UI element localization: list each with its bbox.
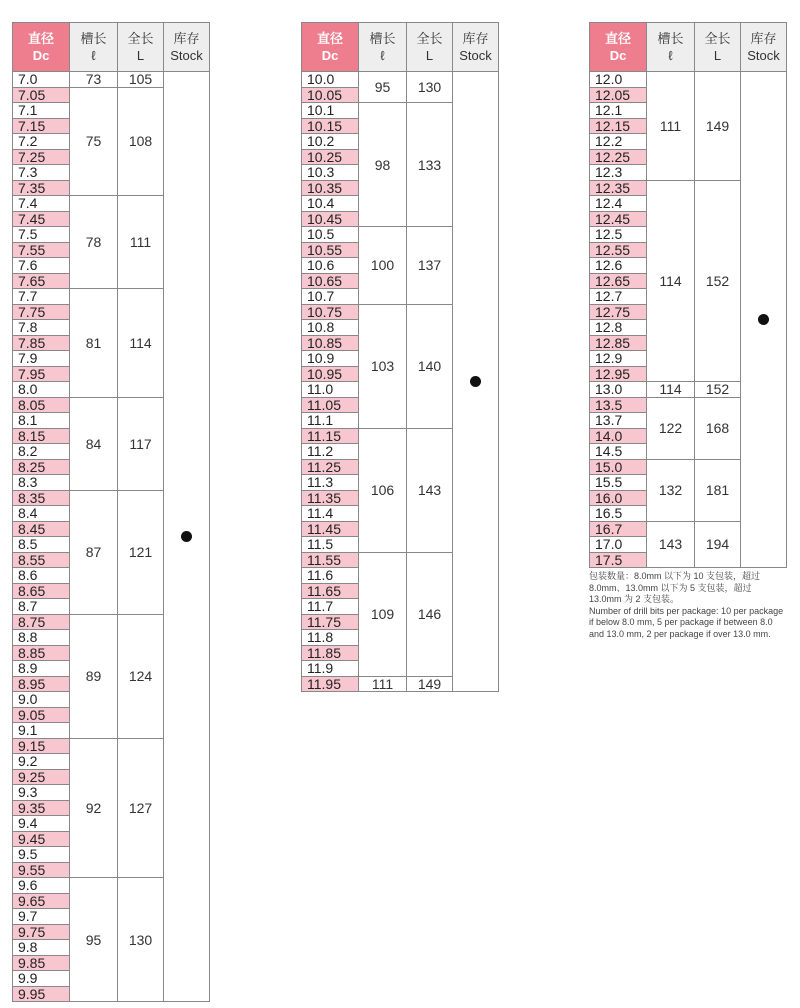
total-length-cell: 146 <box>407 553 453 677</box>
diameter-cell: 15.0 <box>590 460 647 476</box>
total-length-cell: 117 <box>118 398 164 491</box>
diameter-cell: 7.25 <box>13 150 70 166</box>
header-flute-length-line: ℓ <box>380 48 385 63</box>
header-stock <box>453 23 499 71</box>
diameter-cell: 7.2 <box>13 134 70 150</box>
header-total-length-line: L <box>425 48 434 63</box>
diameter-cell: 10.05 <box>302 88 359 104</box>
diameter-cell: 9.95 <box>13 987 70 1003</box>
diameter-cell: 10.15 <box>302 119 359 135</box>
diameter-cell: 11.95 <box>302 677 359 693</box>
diameter-cell: 8.0 <box>13 382 70 398</box>
diameter-cell: 12.5 <box>590 227 647 243</box>
header-stock <box>741 23 787 71</box>
diameter-cell: 12.85 <box>590 336 647 352</box>
table-body <box>302 72 499 692</box>
diameter-cell: 8.65 <box>13 584 70 600</box>
header-dc <box>13 23 70 71</box>
diameter-cell: 17.5 <box>590 553 647 569</box>
diameter-cell: 9.1 <box>13 723 70 739</box>
total-length-cell: 108 <box>118 88 164 197</box>
diameter-cell: 12.7 <box>590 289 647 305</box>
header-flute-length <box>647 23 695 71</box>
diameter-cell: 11.1 <box>302 413 359 429</box>
diameter-cell: 10.8 <box>302 320 359 336</box>
header-total-length-line: L <box>713 48 722 63</box>
total-length-cell: 124 <box>118 615 164 739</box>
header-dc <box>302 23 359 71</box>
package-note <box>589 571 785 640</box>
drill-table-2 <box>301 22 499 692</box>
header-stock-line: 库存 <box>173 31 200 46</box>
diameter-cell: 14.0 <box>590 429 647 445</box>
total-length-cell: 133 <box>407 103 453 227</box>
diameter-cell: 10.85 <box>302 336 359 352</box>
diameter-cell: 8.75 <box>13 615 70 631</box>
diameter-cell: 12.1 <box>590 103 647 119</box>
diameter-cell: 7.6 <box>13 258 70 274</box>
diameter-cell: 15.5 <box>590 475 647 491</box>
diameter-cell: 11.8 <box>302 630 359 646</box>
table-header <box>302 23 499 72</box>
diameter-cell: 10.95 <box>302 367 359 383</box>
diameter-cell: 9.85 <box>13 956 70 972</box>
flute-length-cell: 73 <box>70 72 118 88</box>
diameter-cell: 9.55 <box>13 863 70 879</box>
header-dc-line: Dc <box>321 48 339 63</box>
diameter-cell: 10.0 <box>302 72 359 88</box>
total-length-cell: 127 <box>118 739 164 879</box>
diameter-cell: 8.6 <box>13 568 70 584</box>
total-length-cell: 140 <box>407 305 453 429</box>
diameter-cell: 12.45 <box>590 212 647 228</box>
header-dc-line: Dc <box>32 48 50 63</box>
diameter-cell: 12.3 <box>590 165 647 181</box>
diameter-cell: 9.8 <box>13 940 70 956</box>
diameter-cell: 7.9 <box>13 351 70 367</box>
flute-length-cell: 143 <box>647 522 695 569</box>
header-stock-line: Stock <box>170 48 203 63</box>
header-flute-length <box>70 23 118 71</box>
diameter-cell: 9.5 <box>13 847 70 863</box>
total-length-cell: 152 <box>695 382 741 398</box>
diameter-cell: 8.95 <box>13 677 70 693</box>
diameter-cell: 11.0 <box>302 382 359 398</box>
flute-length-cell: 75 <box>70 88 118 197</box>
in-stock-dot-icon <box>470 376 481 387</box>
total-length-cell: 168 <box>695 398 741 460</box>
stock-cell <box>741 72 787 568</box>
drill-table-3 <box>589 22 787 568</box>
diameter-cell: 10.65 <box>302 274 359 290</box>
diameter-cell: 11.5 <box>302 537 359 553</box>
flute-length-cell: 111 <box>359 677 407 693</box>
diameter-cell: 7.3 <box>13 165 70 181</box>
diameter-cell: 10.6 <box>302 258 359 274</box>
flute-length-cell: 109 <box>359 553 407 677</box>
diameter-cell: 11.45 <box>302 522 359 538</box>
total-length-cell: 181 <box>695 460 741 522</box>
diameter-cell: 12.95 <box>590 367 647 383</box>
diameter-cell: 12.35 <box>590 181 647 197</box>
flute-length-cell: 111 <box>647 72 695 181</box>
total-length-cell: 111 <box>118 196 164 289</box>
diameter-cell: 9.7 <box>13 909 70 925</box>
diameter-cell: 11.75 <box>302 615 359 631</box>
in-stock-dot-icon <box>181 531 192 542</box>
diameter-cell: 12.2 <box>590 134 647 150</box>
diameter-cell: 12.6 <box>590 258 647 274</box>
diameter-cell: 12.0 <box>590 72 647 88</box>
header-total-length-line: 全长 <box>704 31 731 46</box>
diameter-cell: 11.65 <box>302 584 359 600</box>
table-header <box>590 23 787 72</box>
diameter-cell: 10.7 <box>302 289 359 305</box>
drill-table-1 <box>12 22 210 1002</box>
header-total-length <box>695 23 741 71</box>
diameter-cell: 8.05 <box>13 398 70 414</box>
total-length-cell: 149 <box>695 72 741 181</box>
diameter-cell: 16.5 <box>590 506 647 522</box>
diameter-cell: 10.2 <box>302 134 359 150</box>
diameter-cell: 11.6 <box>302 568 359 584</box>
diameter-cell: 9.3 <box>13 785 70 801</box>
diameter-cell: 10.75 <box>302 305 359 321</box>
header-dc-line: Dc <box>609 48 627 63</box>
diameter-cell: 17.0 <box>590 537 647 553</box>
header-flute-length-line: 槽长 <box>80 31 107 46</box>
flute-length-cell: 122 <box>647 398 695 460</box>
diameter-cell: 11.35 <box>302 491 359 507</box>
table-body <box>13 72 210 1002</box>
header-total-length <box>407 23 453 71</box>
diameter-cell: 11.9 <box>302 661 359 677</box>
flute-length-cell: 89 <box>70 615 118 739</box>
flute-length-cell: 132 <box>647 460 695 522</box>
diameter-cell: 7.0 <box>13 72 70 88</box>
header-dc-line: 直径 <box>316 31 343 46</box>
header-dc <box>590 23 647 71</box>
diameter-cell: 8.8 <box>13 630 70 646</box>
flute-length-cell: 114 <box>647 181 695 383</box>
total-length-cell: 130 <box>407 72 453 103</box>
total-length-cell: 194 <box>695 522 741 569</box>
diameter-cell: 10.3 <box>302 165 359 181</box>
header-flute-length-line: ℓ <box>91 48 96 63</box>
diameter-cell: 7.1 <box>13 103 70 119</box>
diameter-cell: 8.35 <box>13 491 70 507</box>
total-length-cell: 130 <box>118 878 164 1002</box>
diameter-cell: 7.65 <box>13 274 70 290</box>
diameter-cell: 7.75 <box>13 305 70 321</box>
header-flute-length-line: ℓ <box>668 48 673 63</box>
diameter-cell: 10.55 <box>302 243 359 259</box>
diameter-cell: 9.4 <box>13 816 70 832</box>
diameter-cell: 7.85 <box>13 336 70 352</box>
diameter-cell: 11.25 <box>302 460 359 476</box>
diameter-cell: 10.5 <box>302 227 359 243</box>
header-total-length-line: 全长 <box>127 31 154 46</box>
diameter-cell: 8.3 <box>13 475 70 491</box>
diameter-cell: 9.75 <box>13 925 70 941</box>
flute-length-cell: 87 <box>70 491 118 615</box>
diameter-cell: 11.15 <box>302 429 359 445</box>
diameter-cell: 12.65 <box>590 274 647 290</box>
flute-length-cell: 100 <box>359 227 407 305</box>
diameter-cell: 8.85 <box>13 646 70 662</box>
diameter-cell: 8.7 <box>13 599 70 615</box>
header-stock-line: 库存 <box>750 31 777 46</box>
total-length-cell: 105 <box>118 72 164 88</box>
header-flute-length-line: 槽长 <box>657 31 684 46</box>
diameter-cell: 8.2 <box>13 444 70 460</box>
diameter-cell: 12.9 <box>590 351 647 367</box>
flute-length-cell: 95 <box>70 878 118 1002</box>
diameter-cell: 13.5 <box>590 398 647 414</box>
total-length-cell: 114 <box>118 289 164 398</box>
header-total-length <box>118 23 164 71</box>
total-length-cell: 137 <box>407 227 453 305</box>
in-stock-dot-icon <box>758 314 769 325</box>
diameter-cell: 7.05 <box>13 88 70 104</box>
diameter-cell: 7.8 <box>13 320 70 336</box>
stock-cell <box>453 72 499 692</box>
table-body <box>590 72 787 568</box>
header-total-length-line: 全长 <box>416 31 443 46</box>
diameter-cell: 11.05 <box>302 398 359 414</box>
diameter-cell: 7.35 <box>13 181 70 197</box>
diameter-cell: 14.5 <box>590 444 647 460</box>
diameter-cell: 9.2 <box>13 754 70 770</box>
diameter-cell: 9.15 <box>13 739 70 755</box>
diameter-cell: 7.15 <box>13 119 70 135</box>
diameter-cell: 9.45 <box>13 832 70 848</box>
diameter-cell: 12.4 <box>590 196 647 212</box>
header-stock-line: 库存 <box>462 31 489 46</box>
diameter-cell: 12.75 <box>590 305 647 321</box>
diameter-cell: 7.5 <box>13 227 70 243</box>
diameter-cell: 11.55 <box>302 553 359 569</box>
diameter-cell: 8.5 <box>13 537 70 553</box>
diameter-cell: 11.7 <box>302 599 359 615</box>
diameter-cell: 9.35 <box>13 801 70 817</box>
diameter-cell: 7.7 <box>13 289 70 305</box>
diameter-cell: 9.25 <box>13 770 70 786</box>
diameter-cell: 8.25 <box>13 460 70 476</box>
total-length-cell: 152 <box>695 181 741 383</box>
header-stock <box>164 23 210 71</box>
diameter-cell: 11.3 <box>302 475 359 491</box>
diameter-cell: 9.0 <box>13 692 70 708</box>
diameter-cell: 12.8 <box>590 320 647 336</box>
diameter-cell: 7.95 <box>13 367 70 383</box>
diameter-cell: 8.15 <box>13 429 70 445</box>
header-dc-line: 直径 <box>604 31 631 46</box>
flute-length-cell: 78 <box>70 196 118 289</box>
diameter-cell: 11.85 <box>302 646 359 662</box>
diameter-cell: 11.2 <box>302 444 359 460</box>
diameter-cell: 10.35 <box>302 181 359 197</box>
diameter-cell: 8.55 <box>13 553 70 569</box>
diameter-cell: 10.9 <box>302 351 359 367</box>
diameter-cell: 10.25 <box>302 150 359 166</box>
diameter-cell: 9.65 <box>13 894 70 910</box>
diameter-cell: 12.25 <box>590 150 647 166</box>
diameter-cell: 12.55 <box>590 243 647 259</box>
flute-length-cell: 114 <box>647 382 695 398</box>
diameter-cell: 12.05 <box>590 88 647 104</box>
diameter-cell: 9.6 <box>13 878 70 894</box>
package-note-en: Number of drill bits per package: 10 per package if below 8.0 mm, 5 per package if between 8.0 and 13.0 mm, 2 per package if over 13.0 mm. <box>589 605 784 639</box>
total-length-cell: 121 <box>118 491 164 615</box>
diameter-cell: 9.05 <box>13 708 70 724</box>
diameter-cell: 10.45 <box>302 212 359 228</box>
flute-length-cell: 81 <box>70 289 118 398</box>
header-dc-line: 直径 <box>27 31 54 46</box>
header-flute-length <box>359 23 407 71</box>
header-flute-length-line: 槽长 <box>369 31 396 46</box>
header-stock-line: Stock <box>747 48 780 63</box>
diameter-cell: 7.4 <box>13 196 70 212</box>
diameter-cell: 8.9 <box>13 661 70 677</box>
diameter-cell: 8.45 <box>13 522 70 538</box>
flute-length-cell: 92 <box>70 739 118 879</box>
header-stock-line: Stock <box>459 48 492 63</box>
diameter-cell: 10.1 <box>302 103 359 119</box>
header-total-length-line: L <box>136 48 145 63</box>
diameter-cell: 8.1 <box>13 413 70 429</box>
diameter-cell: 13.7 <box>590 413 647 429</box>
flute-length-cell: 95 <box>359 72 407 103</box>
diameter-cell: 7.55 <box>13 243 70 259</box>
total-length-cell: 143 <box>407 429 453 553</box>
diameter-cell: 11.4 <box>302 506 359 522</box>
stock-cell <box>164 72 210 1002</box>
flute-length-cell: 98 <box>359 103 407 227</box>
diameter-cell: 8.4 <box>13 506 70 522</box>
total-length-cell: 149 <box>407 677 453 693</box>
diameter-cell: 10.4 <box>302 196 359 212</box>
flute-length-cell: 103 <box>359 305 407 429</box>
flute-length-cell: 84 <box>70 398 118 491</box>
diameter-cell: 7.45 <box>13 212 70 228</box>
flute-length-cell: 106 <box>359 429 407 553</box>
diameter-cell: 13.0 <box>590 382 647 398</box>
diameter-cell: 16.7 <box>590 522 647 538</box>
table-header <box>13 23 210 72</box>
diameter-cell: 9.9 <box>13 971 70 987</box>
package-note-cn: 包装数量：8.0mm 以下为 10 支包装，超过 8.0mm、13.0mm 以下为 5 支包装，超过 13.0mm 为 2 支包装。 <box>589 571 761 604</box>
diameter-cell: 12.15 <box>590 119 647 135</box>
diameter-cell: 16.0 <box>590 491 647 507</box>
